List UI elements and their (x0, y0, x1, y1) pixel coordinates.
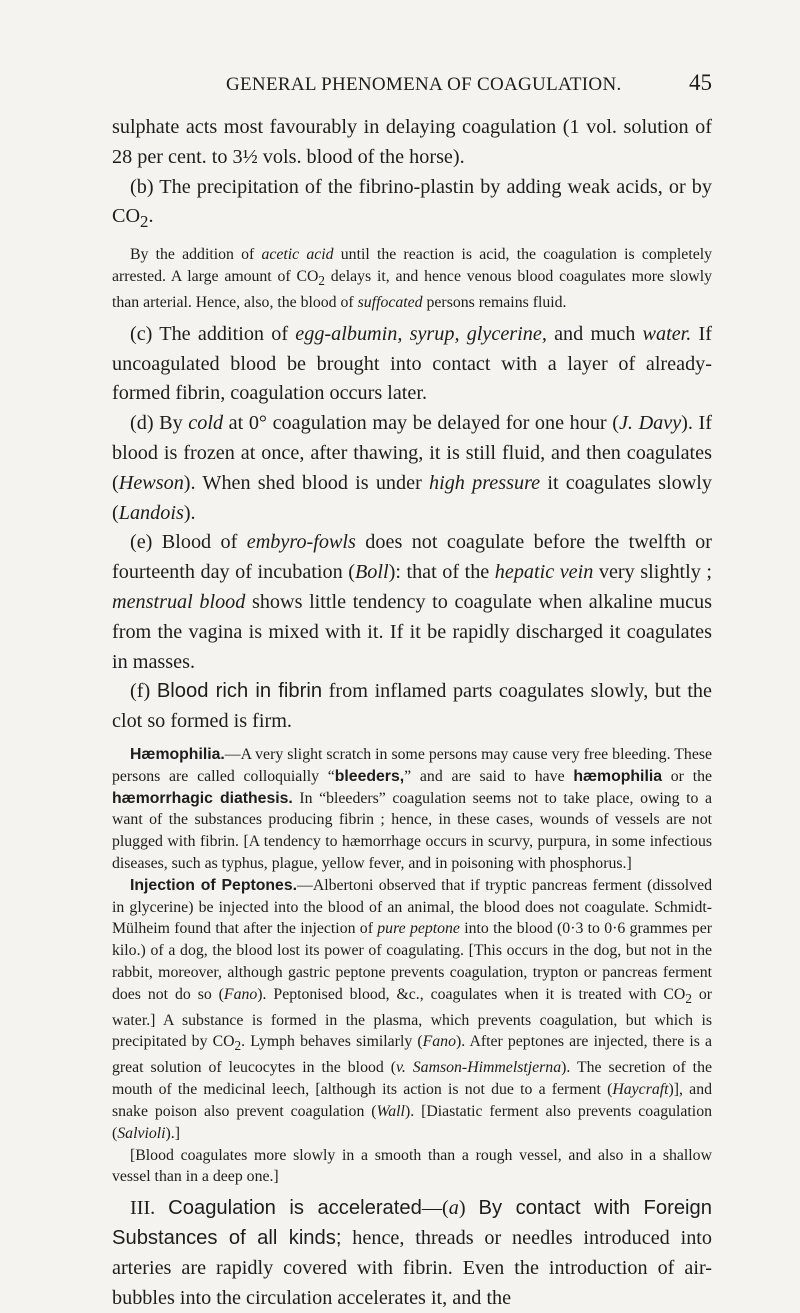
heading-haemophilia: Hæmophilia. (130, 745, 225, 763)
note-haemophilia: Hæmophilia.—A very slight scratch in some persons may cause very free bleeding. These persons are called colloquially “bleeders,” and are said to have hæmophilia or the hæmorrhagic diathesis. In “bleeders” coagulation seems not to take place, owing to a want of the substances producing fibrin ; hence, in these cases, wounds of vessels are not plugged with fibrin. [A tendency to hæmorrhage occurs in scurvy, purpura, in some infectious diseases, such as typhus, plague, yellow fever, and in poisoning with phosphorus.] (112, 745, 712, 872)
running-title: GENERAL PHENOMENA OF COAGULATION. (226, 74, 622, 95)
page-body (112, 113, 712, 1313)
paragraph-b-precipitation: (b) The precipitation of the fibrino-plastin by adding weak acids, or by $CO_2$. (112, 175, 712, 232)
paragraph-c-addition: (c) The addition of egg-albumin, syrup, glycerine, and much water. If uncoagulated blood be brought into contact with a layer of already-formed fibrin, coagulation occurs later. (112, 322, 712, 405)
note-smooth-vessel: [Blood coagulates more slowly in a smooth than a rough vessel, and also in a shallow vessel than in a deep one.] (112, 1146, 712, 1186)
paragraph-sulphate: sulphate acts most favourably in delaying coagulation (1 vol. solution of 28 per cent. to 3½ vols. blood of the horse). (112, 116, 712, 168)
page-header (112, 70, 712, 100)
paragraph-e-embryo: (e) Blood of embyro-fowls does not coagulate before the twelfth or fourteenth day of incubation (Boll): that of the hepatic vein very slightly ; menstrual blood shows little tendency to coagulate when alkaline mucus from the vagina is mixed with it. If it be rapidly discharged it coagulates in masses. (112, 531, 713, 673)
note-injection-peptones: Injection of Peptones.—Albertoni observed that if tryptic pancreas ferment (dissolved in glycerine) be injected into the blood of an animal, the blood does not coagulate. Schmidt-Mülheim found that after the injection of pure peptone into the blood (0·3 to 0·6 grammes per kilo.) of a dog, the blood lost its power of coagulating. [This occurs in the dog, but not in the rabbit, moreover, although gastric peptone prevents coagulation, trypton or pancreas ferment does not do so (Fano). Peptonised blood, &c., coagulates when it is treated with $CO_2$ or water.] A substance is formed in the plasma, which prevents coagulation, but which is precipitated by $CO_2$. Lymph behaves similarly (Fano). After peptones are injected, there is a great solution of leucocytes in the blood (v. Samson-Himmelstjerna). The secretion of the mouth of the medicinal leech, [although its action is not due to a ferment (Haycraft)], and snake poison also prevent coagulation (Wall). [Diastatic ferment also prevents coagulation (Salvioli).] (112, 876, 713, 1142)
heading-injection-peptones: Injection of Peptones. (130, 876, 298, 894)
page-number: 45 (689, 70, 712, 95)
paragraph-iii-accelerated: III. Coagulation is accelerated—(a) By contact with Foreign Substances of all kinds; hence, threads or needles introduced into arteries are rapidly covered with fibrin. Even the introduction of air-bubbles into the circulation accelerates it, and the (112, 1197, 712, 1309)
note-acetic-acid: By the addition of acetic acid until the reaction is acid, the coagulation is completely arrested. A large amount of $CO_2$ delays it, and hence venous blood coagulates more slowly than arterial. Hence, also, the blood of suffocated persons remains fluid. (112, 246, 713, 311)
paragraph-d-cold: (d) By cold at 0° coagulation may be delayed for one hour (J. Davy). If blood is frozen at once, after thawing, it is still fluid, and then coagulates (Hewson). When shed blood is under high pressure it coagulates slowly (Landois). (112, 412, 712, 524)
paragraph-f-fibrin: (f) Blood rich in fibrin from inflamed parts coagulates slowly, but the clot so formed is firm. (112, 680, 712, 733)
